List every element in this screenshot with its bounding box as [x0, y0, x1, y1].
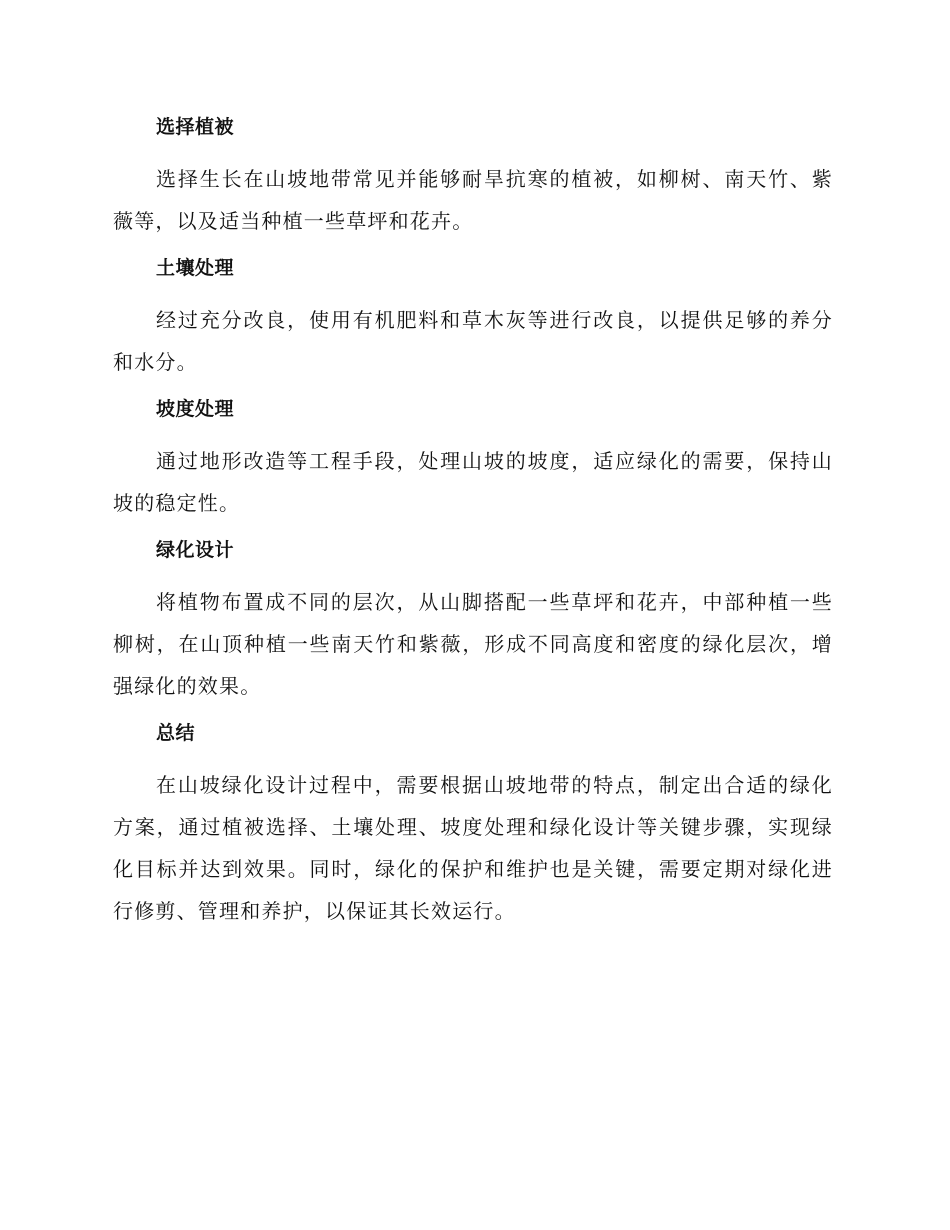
section-paragraph: 经过充分改良，使用有机肥料和草木灰等进行改良，以提供足够的养分和水分。 — [113, 308, 833, 374]
section-heading: 绿化设计 — [156, 539, 235, 561]
section-soil — [113, 251, 833, 383]
section-paragraph: 将植物布置成不同的层次，从山脚搭配一些草坪和花卉，中部种植一些柳树，在山顶种植一些南天竹和紫薇，形成不同高度和密度的绿化层次，增强绿化的效果。 — [113, 590, 833, 698]
section-paragraph: 选择生长在山坡地带常见并能够耐旱抗寒的植被，如柳树、南天竹、紫薇等，以及适当种植一些草坪和花卉。 — [113, 167, 833, 233]
section-slope — [113, 392, 833, 524]
section-vegetation — [113, 110, 833, 242]
section-heading: 土壤处理 — [156, 257, 235, 279]
section-paragraph: 通过地形改造等工程手段，处理山坡的坡度，适应绿化的需要，保持山坡的稳定性。 — [113, 449, 833, 515]
document-page — [113, 110, 833, 941]
section-heading: 选择植被 — [156, 116, 235, 138]
section-paragraph: 在山坡绿化设计过程中，需要根据山坡地带的特点，制定出合适的绿化方案，通过植被选择、土壤处理、坡度处理和绿化设计等关键步骤，实现绿化目标并达到效果。同时，绿化的保护和维护也是关键，需要定期对绿化进行修剪、管理和养护，以保证其长效运行。 — [113, 773, 833, 923]
section-heading: 总结 — [156, 722, 196, 744]
section-summary — [113, 716, 833, 932]
section-heading: 坡度处理 — [156, 398, 235, 420]
section-design — [113, 533, 833, 707]
